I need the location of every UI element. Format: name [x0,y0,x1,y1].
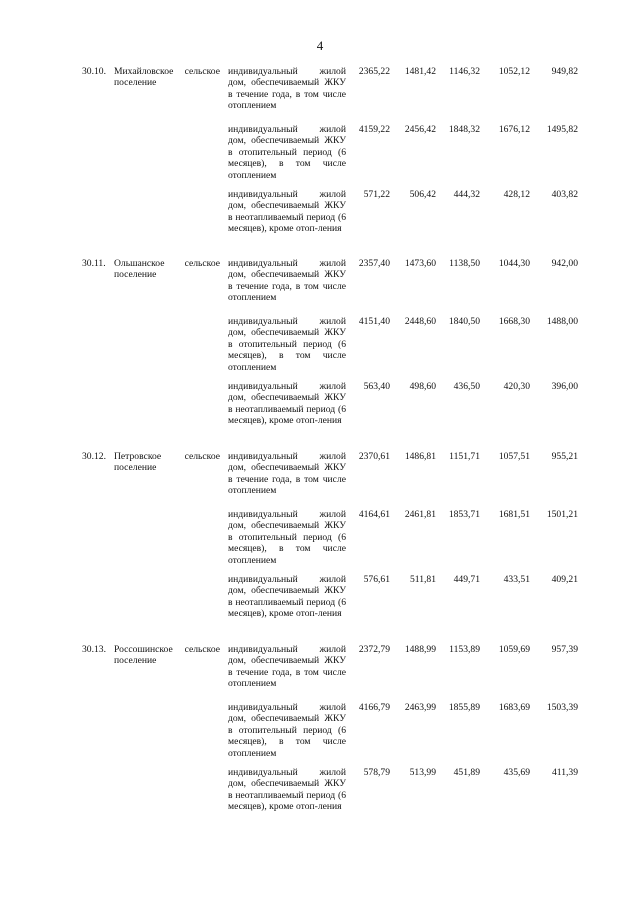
housing-description: индивидуальный жилой дом, обеспечиваемый ЖКУ в отопительный период (6 месяцев), в том числе отоплением [228,702,346,759]
settlement-name-line2: поселение [114,462,157,474]
value-cell-2: 1481,42 [404,66,436,77]
settlement-name [114,451,220,474]
value-cell-3: 1848,32 [448,124,480,135]
value-cell-5: 955,21 [551,451,578,462]
settlement-name-line2: поселение [114,77,157,89]
value-cell-1: 4159,22 [358,124,390,135]
value-cell-3: 451,89 [453,767,480,778]
value-cell-2: 513,99 [409,767,436,778]
row-number: 30.13. [82,644,106,655]
value-cell-3: 1153,89 [449,644,480,655]
row-number: 30.12. [82,451,106,462]
settlement-name-line1: Петровское сельское [114,451,220,462]
value-cell-3: 1855,89 [448,702,480,713]
value-cell-4: 1668,30 [498,316,530,327]
value-cell-4: 1681,51 [498,509,530,520]
value-cell-4: 433,51 [503,574,530,585]
value-cell-4: 435,69 [503,767,530,778]
value-cell-2: 1473,60 [404,258,436,269]
value-cell-5: 1495,82 [546,124,578,135]
value-cell-1: 578,79 [363,767,390,778]
value-cell-2: 2456,42 [404,124,436,135]
value-cell-5: 1501,21 [546,509,578,520]
housing-description: индивидуальный жилой дом, обеспечиваемый ЖКУ в неотапливаемый период (6 месяцев), кроме отоп-ления [228,189,346,235]
value-cell-3: 449,71 [453,574,480,585]
value-cell-2: 498,60 [409,381,436,392]
value-cell-5: 942,00 [551,258,578,269]
settlement-name-line2: поселение [114,655,157,667]
value-cell-5: 396,00 [551,381,578,392]
housing-description: индивидуальный жилой дом, обеспечиваемый ЖКУ в течение года, в том числе отоплением [228,451,346,497]
value-cell-5: 957,39 [551,644,578,655]
value-cell-4: 1057,51 [498,451,530,462]
value-cell-1: 4164,61 [358,509,390,520]
settlement-name [114,66,220,89]
value-cell-2: 2461,81 [404,509,436,520]
value-cell-3: 1151,71 [449,451,480,462]
value-cell-4: 428,12 [503,189,530,200]
housing-description: индивидуальный жилой дом, обеспечиваемый ЖКУ в течение года, в том числе отоплением [228,644,346,690]
value-cell-1: 571,22 [363,189,390,200]
settlement-name-line2: поселение [114,269,157,281]
value-cell-4: 1059,69 [498,644,530,655]
value-cell-1: 2372,79 [358,644,390,655]
value-cell-1: 2357,40 [358,258,390,269]
value-cell-1: 2370,61 [358,451,390,462]
value-cell-1: 563,40 [363,381,390,392]
value-cell-1: 4166,79 [358,702,390,713]
housing-description: индивидуальный жилой дом, обеспечиваемый ЖКУ в отопительный период (6 месяцев), в том числе отоплением [228,124,346,181]
value-cell-2: 506,42 [409,189,436,200]
value-cell-5: 409,21 [551,574,578,585]
housing-description: индивидуальный жилой дом, обеспечиваемый ЖКУ в неотапливаемый период (6 месяцев), кроме отоп-ления [228,381,346,427]
value-cell-3: 436,50 [453,381,480,392]
page-number: 4 [316,38,324,53]
value-cell-4: 1676,12 [498,124,530,135]
housing-description: индивидуальный жилой дом, обеспечиваемый ЖКУ в отопительный период (6 месяцев), в том числе отоплением [228,509,346,566]
row-number: 30.11. [82,258,106,269]
settlement-name-line1: Ольшанское сельское [114,258,220,269]
value-cell-3: 1146,32 [449,66,480,77]
settlement-name-line1: Россошинское сельское [114,644,220,655]
value-cell-5: 949,82 [551,66,578,77]
value-cell-5: 1488,00 [546,316,578,327]
housing-description: индивидуальный жилой дом, обеспечиваемый ЖКУ в течение года, в том числе отоплением [228,258,346,304]
housing-description: индивидуальный жилой дом, обеспечиваемый ЖКУ в течение года, в том числе отоплением [228,66,346,112]
value-cell-2: 1488,99 [404,644,436,655]
value-cell-4: 420,30 [503,381,530,392]
value-cell-2: 2463,99 [404,702,436,713]
row-number: 30.10. [82,66,106,77]
settlement-name [114,258,220,281]
housing-description: индивидуальный жилой дом, обеспечиваемый ЖКУ в неотапливаемый период (6 месяцев), кроме отоп-ления [228,767,346,813]
value-cell-4: 1044,30 [498,258,530,269]
value-cell-4: 1052,12 [498,66,530,77]
settlement-name-line1: Михайловское сельское [114,66,220,77]
value-cell-1: 2365,22 [358,66,390,77]
value-cell-3: 444,32 [453,189,480,200]
value-cell-3: 1853,71 [448,509,480,520]
value-cell-5: 411,39 [551,767,578,778]
value-cell-5: 1503,39 [546,702,578,713]
housing-description: индивидуальный жилой дом, обеспечиваемый ЖКУ в отопительный период (6 месяцев), в том числе отоплением [228,316,346,373]
value-cell-1: 4151,40 [358,316,390,327]
value-cell-2: 511,81 [409,574,436,585]
value-cell-4: 1683,69 [498,702,530,713]
value-cell-3: 1138,50 [449,258,480,269]
settlement-name [114,644,220,667]
value-cell-1: 576,61 [363,574,390,585]
value-cell-3: 1840,50 [448,316,480,327]
housing-description: индивидуальный жилой дом, обеспечиваемый ЖКУ в неотапливаемый период (6 месяцев), кроме отоп-ления [228,574,346,620]
value-cell-2: 2448,60 [404,316,436,327]
value-cell-5: 403,82 [551,189,578,200]
value-cell-2: 1486,81 [404,451,436,462]
